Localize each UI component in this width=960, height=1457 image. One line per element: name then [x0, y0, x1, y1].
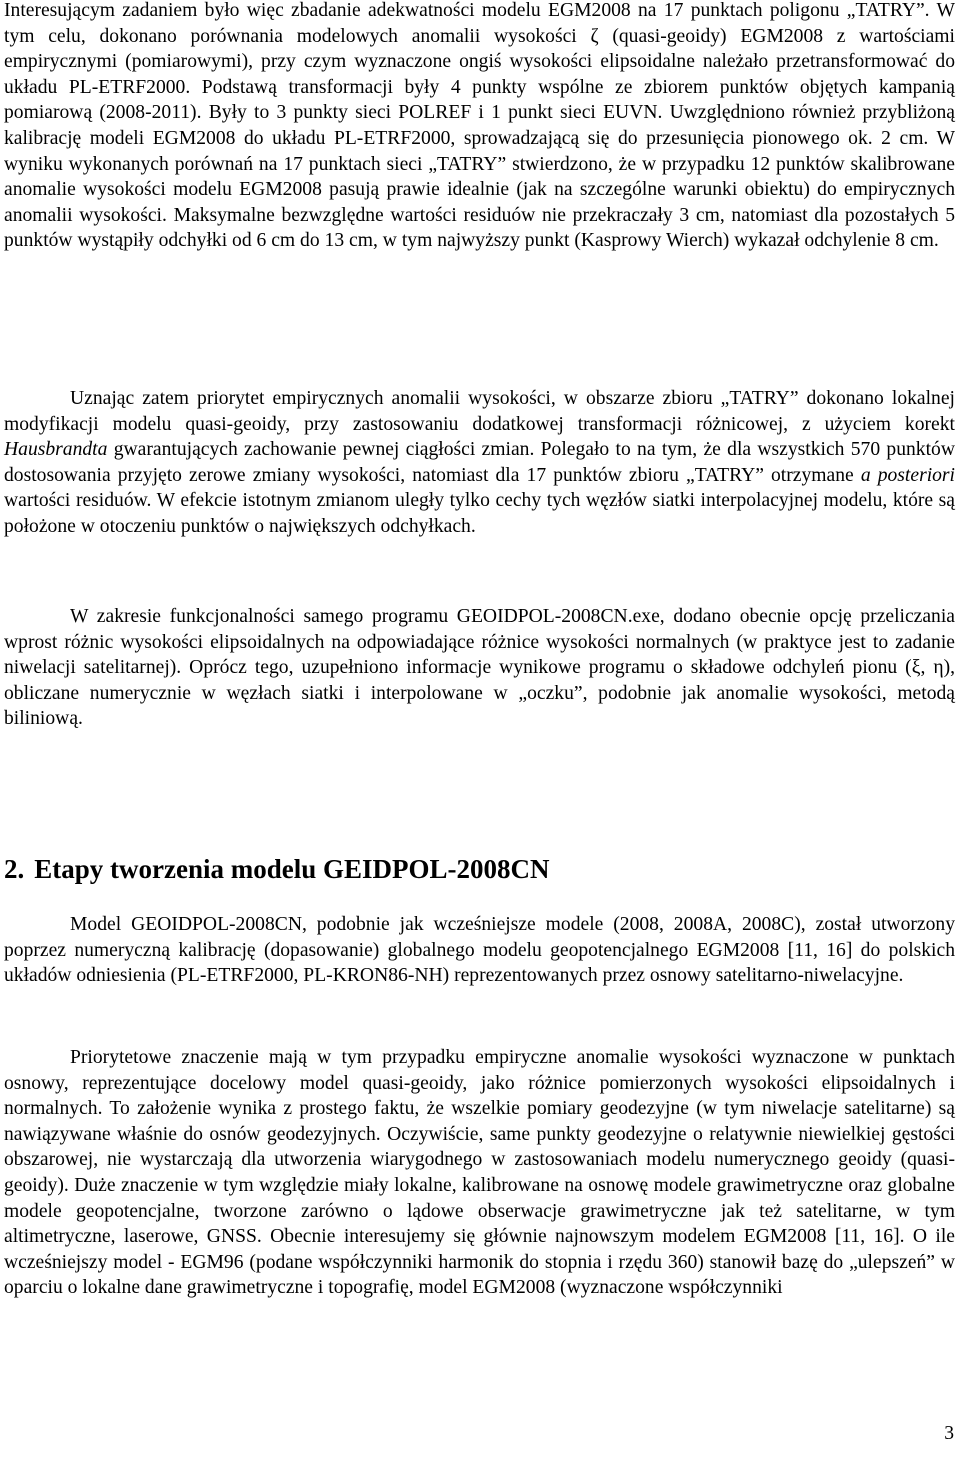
paragraph-model-description: Model GEOIDPOL-2008CN, podobnie jak wcześniejsze modele (2008, 2008A, 2008C), został utworzony poprzez numeryczną kalibrację (dopasowanie) globalnego modelu geopotencjalnego EGM2008 [11, 16] do polskich układów odniesienia (PL-ETRF2000, PL-KRON86-NH) reprezentowanych przez osnowy satelitarno-niwelacyjne. — [4, 914, 955, 987]
paragraph-text: wartości residuów. W efekcie istotnym zmianom uległy tylko cechy tych węzłów siatki interpolacyjnej modelu, które są położone w otoczeniu punktów o największych odchyłkach. — [4, 490, 955, 537]
emphasis-hausbrandt: Hausbrandta — [4, 439, 108, 461]
emphasis-a-posteriori: a posteriori — [860, 464, 956, 486]
page-number: 3 — [944, 1423, 954, 1444]
section-title: Etapy tworzenia modelu GEIDPOL-2008CN — [34, 854, 550, 884]
paragraph-tatry-adequacy: Interesującym zadaniem było więc zbadanie adekwatności modelu EGM2008 na 17 punktach poligonu „TATRY”. W tym celu, dokonano porównania modelowych anomalii wysokości ζ (quasi-geoidy) EGM2008 z wartościami empirycznymi (pomiarowymi), przy czym wyznaczone ongiś wysokości elipsoidalne należało przetransformować do układu PL-ETRF2000. Podstawą transformacji były 4 punkty wspólne ze zbiorem punktów objętych kampanią pomiarową (2008-2011). Były to 3 punkty sieci POLREF i 1 punkt sieci EUVN. Uwzględniono również przybliżoną kalibrację modeli EGM2008 do układu PL-ETRF2000, sprowadzającą się do przesunięcia pionowego ok. 2 cm. W wyniku wykonanych porównań na 17 punktach sieci „TATRY” stwierdzono, że w przypadku 12 punktów skalibrowane anomalie wysokości modelu EGM2008 pasują prawie idealnie (jak na szczególne warunki obiektu) do empirycznych anomalii wysokości. Maksymalne bezwzględne wartości residuów nie przekraczały 3 cm, natomiast dla pozostałych 5 punktów wystąpiły odchyłki od 6 cm do 13 cm, w tym najwyższy punkt (Kasprowy Wierch) wykazał odchylenie 8 cm. — [4, 0, 955, 252]
paragraph-empirical-anomalies: Priorytetowe znaczenie mają w tym przypadku empiryczne anomalie wysokości wyznaczone w punktach osnowy, reprezentujące docelowy model quasi-geoidy, jako różnice pomierzonych wysokości elipsoidalnych i normalnych. To założenie wynika z prostego faktu, że wszelkie pomiary geodezyjne (w tym niwelacje satelitarne) są nawiązywane właśnie do osnów geodezyjnych. Oczywiście, same punkty geodezyjne o relatywnie niewielkiej gęstości obszarowej, nie wystarczają dla utworzenia wiarygodnego w zastosowaniach modelu numerycznego geoidy (quasi-geoidy). Duże znaczenie w tym względzie miały lokalne, kalibrowane na osnowę modele grawimetryczne oraz globalne modele geopotencjalne, tworzone zarówno o lądowe obserwacje grawimetryczne jak też satelitarne, w tym altimetryczne, laserowe, GNSS. Obecnie interesujemy się głównie najnowszym modelem EGM2008 [11, 16]. O ile wcześniejszy model - EGM96 (podane współczynniki harmonik do stopnia i rzędu 360) stanowił bazę do „ulepszeń” w oparciu o lokalne dane grawimetryczne i topografię, model EGM2008 (wyznaczone współczynniki — [4, 1047, 955, 1299]
paragraph-local-modification — [4, 386, 955, 540]
section-number: 2. — [4, 854, 25, 884]
paragraph-text: gwarantujących zachowanie pewnej ciągłości zmian. Polegało to na tym, że dla wszystkich 570 punktów dostosowania przyjęto zerowe zmiany wysokości, natomiast dla 17 punktów zbioru „TATRY” otrzymane — [4, 439, 955, 486]
paragraph-text: Uznając zatem priorytet empirycznych anomalii wysokości, w obszarze zbioru „TATRY” dokonano lokalnej modyfikacji modelu quasi-geoidy, przy zastosowaniu dodatkowej transformacji różnicowej, z użyciem korekt — [4, 388, 955, 435]
section-heading — [4, 853, 550, 885]
paragraph-program-functionality: W zakresie funkcjonalności samego programu GEOIDPOL-2008CN.exe, dodano obecnie opcję przeliczania wprost różnic wysokości elipsoidalnych na odpowiadające różnice wysokości normalnych (w praktyce jest to zadanie niwelacji satelitarnej). Oprócz tego, uzupełniono informacje wynikowe programu o składowe odchyleń pionu (ξ, η), obliczane numerycznie w węzłach siatki i interpolowane w „oczku”, podobnie jak anomalie wysokości, metodą biliniową. — [4, 606, 955, 730]
